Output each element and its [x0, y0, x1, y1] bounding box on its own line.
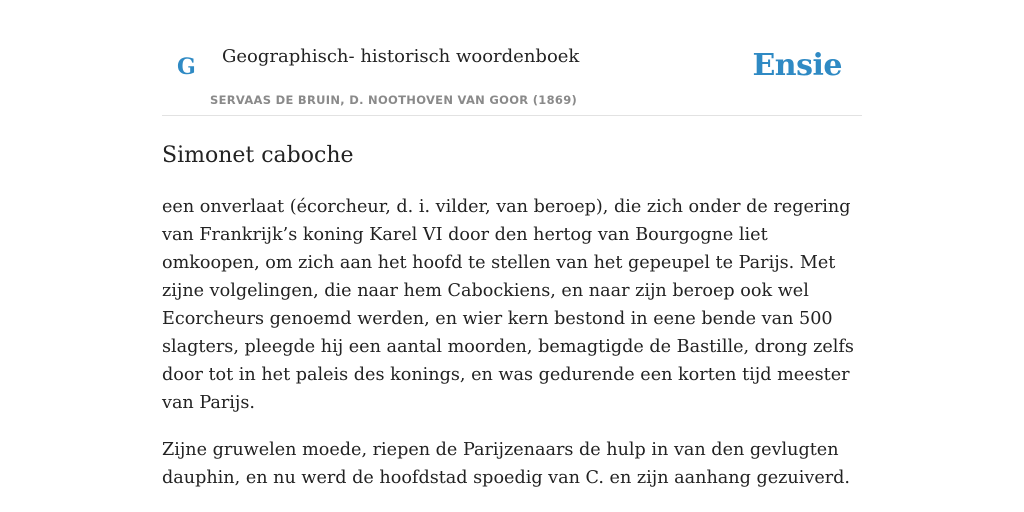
entry-paragraph: Zijne gruwelen moede, riepen de Parijzenaars de hulp in van den gevlugten dauphin, en nu werd de hoofdstad spoedig van C. en zijn aanhang gezuiverd. [162, 439, 851, 488]
brand-logo[interactable]: Ensie [752, 48, 842, 83]
entry-title: Simonet caboche [162, 143, 354, 168]
book-header [162, 0, 862, 116]
book-title[interactable]: Geographisch- historisch woordenboek [222, 46, 580, 67]
entry-card [162, 0, 862, 492]
letter-g-icon[interactable]: G [177, 54, 196, 80]
entry-body [162, 193, 862, 492]
entry-paragraph: een onverlaat (écorcheur, d. i. vilder, van beroep), die zich onder de regering van Frankrijk’s koning Karel VI door den hertog van Bourgogne liet omkoopen, om zich aan het hoofd te stellen van het gepeupel te Parijs. Met zijne volgelingen, die naar hem Cabockiens, en naar zijn beroep ook wel Ecorcheurs genoemd werden, en wier kern bestond in eene bende van 500 slagters, pleegde hij een aantal moorden, bemagtigde de Bastille, drong zelfs door tot in het paleis des konings, en was gedurende een korten tijd meester van Parijs. [162, 196, 854, 413]
book-authors: SERVAAS DE BRUIN, D. NOOTHOVEN VAN GOOR (1869) [210, 93, 578, 107]
